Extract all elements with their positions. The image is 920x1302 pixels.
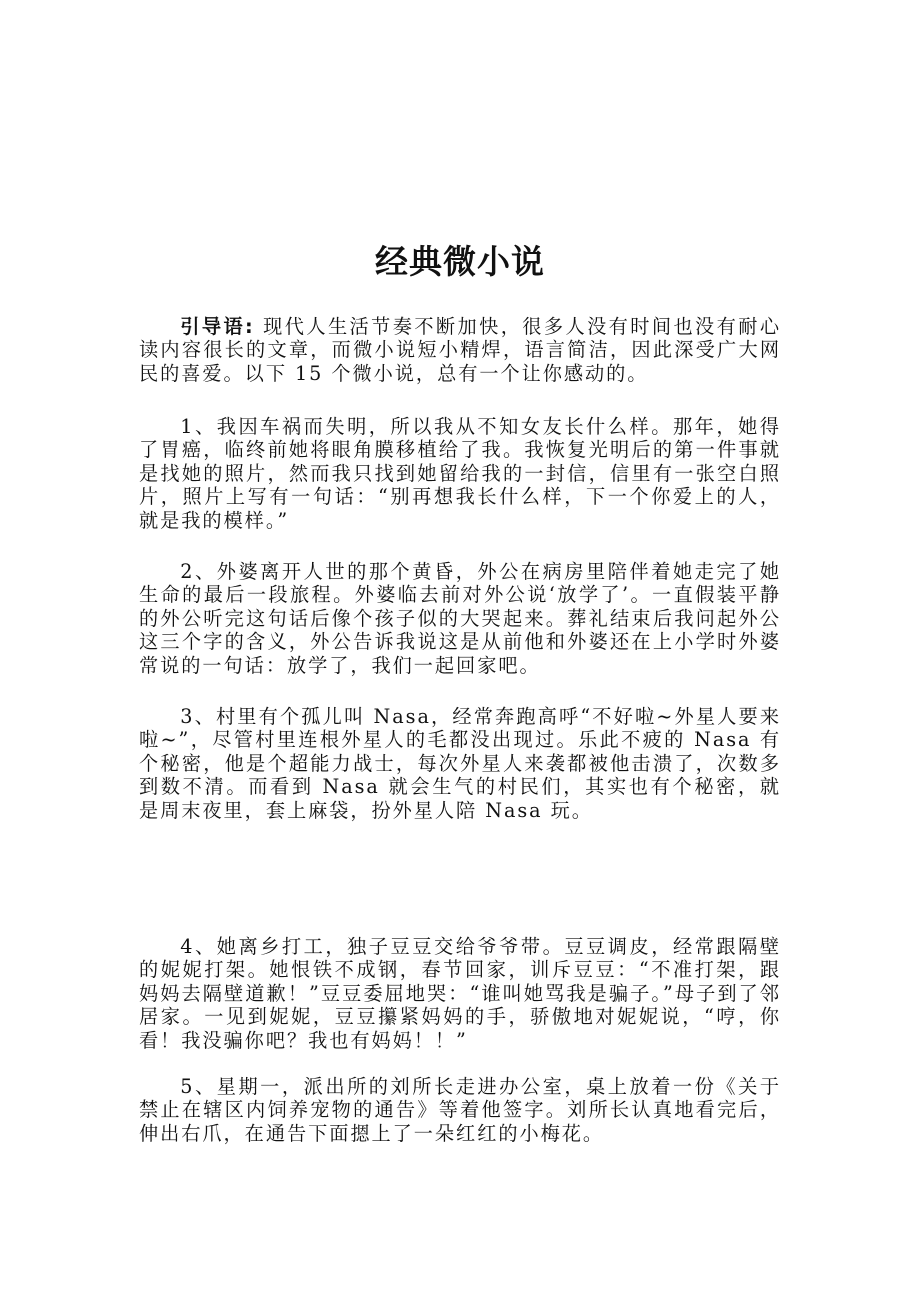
story-2: 2、外婆离开人世的那个黄昏，外公在病房里陪伴着她走完了她生命的最后一段旅程。外婆临去前对外公说‘放学了’。一直假装平静的外公听完这句话后像个孩子似的大哭起来。葬礼结束后我问起外公这三个字的含义，外公告诉我说这是从前他和外婆还在上小学时外婆常说的一句话：放学了，我们一起回家吧。 xyxy=(139,560,781,677)
intro-label: 引导语: xyxy=(180,315,255,338)
document-title: 经典微小说 xyxy=(375,242,545,281)
story-1: 1、我因车祸而失明，所以我从不知女友长什么样。那年，她得了胃癌，临终前她将眼角膜移植给了我。我恢复光明后的第一件事就是找她的照片，然而我只找到她留给我的一封信，信里有一张空白照片，照片上写有一句话：“别再想我长什么样，下一个你爱上的人，就是我的模样。” xyxy=(139,415,781,532)
story-3: 3、村里有个孤儿叫 Nasa，经常奔跑高呼“不好啦~外星人要来啦~”，尽管村里连根外星人的毛都没出现过。乐此不疲的 Nasa 有个秘密，他是个超能力战士，每次外星人来袭都被他击溃了，次数多到数不清。而看到 Nasa 就会生气的村民们，其实也有个秘密，就是周末夜里，套上麻袋，扮外星人陪 Nasa 玩。 xyxy=(139,705,781,822)
intro-text: 现代人生活节奏不断加快，很多人没有时间也没有耐心读内容很长的文章，而微小说短小精焊，语言简洁，因此深受广大网民的喜爱。以下 15 个微小说，总有一个让你感动的。 xyxy=(139,315,781,385)
intro-paragraph xyxy=(139,315,781,385)
story-5: 5、星期一，派出所的刘所长走进办公室，桌上放着一份《关于禁止在辖区内饲养宠物的通告》等着他签字。刘所长认真地看完后，伸出右爪，在通告下面摁上了一朵红红的小梅花。 xyxy=(139,1075,781,1145)
story-4: 4、她离乡打工，独子豆豆交给爷爷带。豆豆调皮，经常跟隔壁的妮妮打架。她恨铁不成钢，春节回家，训斥豆豆：“不准打架，跟妈妈去隔壁道歉！”豆豆委屈地哭：“谁叫她骂我是骗子。”母子到了邻居家。一见到妮妮，豆豆攥紧妈妈的手，骄傲地对妮妮说，“哼，你看！我没骗你吧？我也有妈妈！！” xyxy=(139,935,781,1052)
